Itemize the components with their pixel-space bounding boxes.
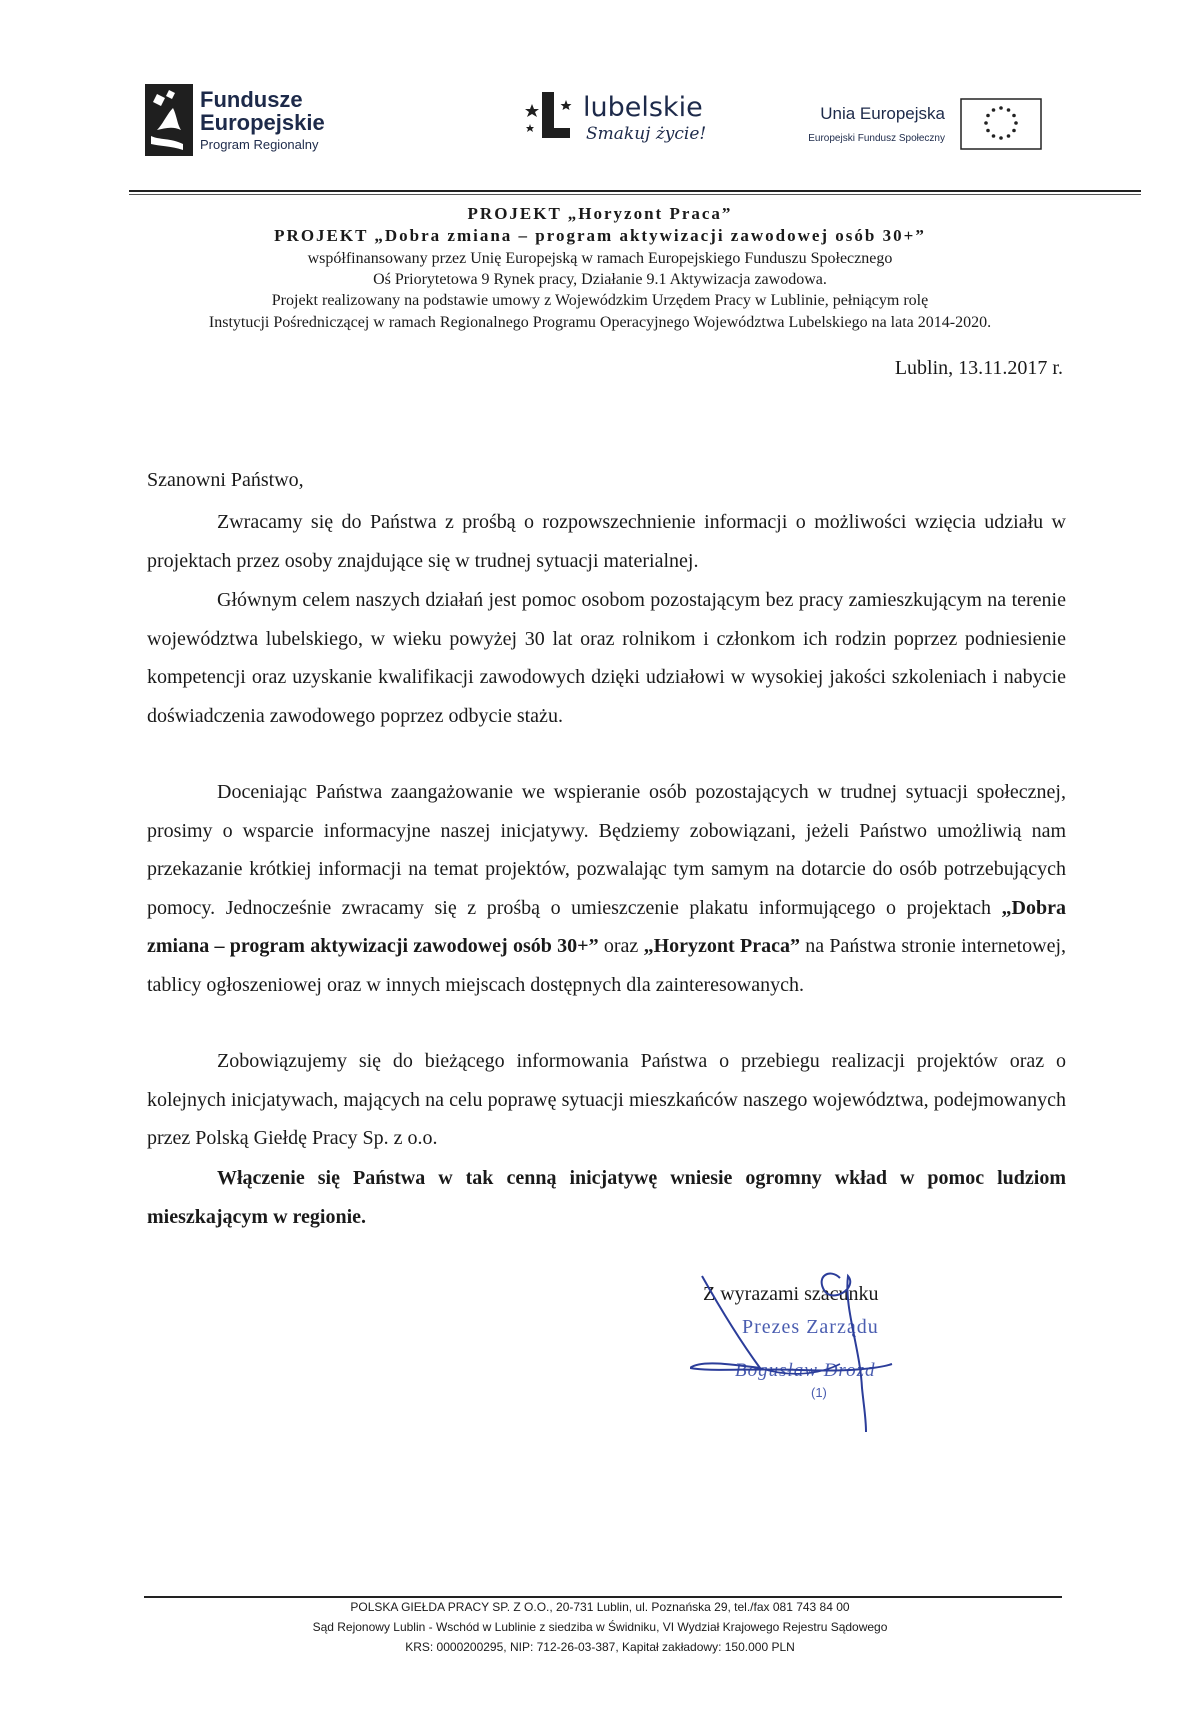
footer-company: POLSKA GIEŁDA PRACY SP. Z O.O., 20-731 Lublin, ul. Poznańska 29, tel./fax 081 743 84 00 bbox=[350, 1600, 850, 1614]
header-divider-thin bbox=[129, 194, 1141, 195]
handwritten-signature-icon bbox=[690, 1268, 930, 1438]
header-divider bbox=[129, 190, 1141, 192]
fundusze-logo-title: Fundusze Europejskie bbox=[200, 87, 325, 135]
paragraph-5-bold: Włączenie się Państwa w tak cenną inicjatywę wniesie ogromny wkład w pomoc ludziom mieszkającym w regionie. bbox=[147, 1167, 1066, 1228]
fundusze-europejskie-logo-icon bbox=[143, 84, 195, 158]
paragraph-3-text-e: na Państwa stronie internetowej, tablicy ogłoszeniowej oraz w innych miejscach dostępnych dla zainteresowanych. bbox=[147, 935, 1067, 996]
project-title-1: PROJEKT „Horyzont Praca” bbox=[467, 204, 733, 223]
lubelskie-logo-tagline: Smakuj życie! bbox=[586, 124, 707, 144]
project-title-2: PROJEKT „Dobra zmiana – program aktywizacji zawodowej osób 30+” bbox=[274, 226, 926, 245]
lubelskie-logo-name: lubelskie bbox=[583, 92, 703, 123]
header-priority-axis: Oś Priorytetowa 9 Rynek pracy, Działanie 9.1 Aktywizacja zawodowa. bbox=[373, 271, 827, 288]
stamp-title: Prezes Zarządu bbox=[742, 1316, 879, 1338]
footer-court: Sąd Rejonowy Lublin - Wschód w Lublinie z siedziba w Świdniku, VI Wydział Krajowego Rejestru Sądowego bbox=[312, 1620, 888, 1634]
header-agreement: Projekt realizowany na podstawie umowy z Wojewódzkim Urzędem Pracy w Lublinie, pełniącym rolę bbox=[271, 292, 929, 309]
stamp-mark: (1) bbox=[811, 1385, 827, 1400]
stamp-name: Bogusław Drozd bbox=[735, 1360, 876, 1381]
letter-date: Lublin, 13.11.2017 r. bbox=[894, 357, 1063, 379]
paragraph-3-text-c: oraz bbox=[603, 935, 639, 957]
paragraph-4: Zobowiązujemy się do bieżącego informowania Państwa o przebiegu realizacji projektów oraz o kolejnych inicjatywach, mających na celu poprawę sytuacji mieszkańców naszego województwa, podejmowanych przez Polską Giełdę Pracy Sp. z o.o. bbox=[147, 1050, 1066, 1149]
closing-phrase: Z wyrazami szacunku bbox=[703, 1283, 879, 1305]
paragraph-1: Zwracamy się do Państwa z prośbą o rozpowszechnienie informacji o możliwości wzięcia udziału w projektach przez osoby znajdujące się w trudnej sytuacji materialnej. bbox=[147, 511, 1066, 572]
eu-flag-icon bbox=[960, 98, 1042, 150]
project-name-dobra-zmiana: „Dobra zmiana – program aktywizacji zawodowej osób 30+” bbox=[147, 896, 1066, 957]
salutation: Szanowni Państwo, bbox=[147, 469, 304, 491]
paragraph-5 bbox=[147, 1159, 1066, 1236]
fundusze-logo-subtitle: Program Regionalny bbox=[200, 137, 319, 152]
header-institution: Instytucji Pośredniczącej w ramach Regionalnego Programu Operacyjnego Województwa Lubelskiego na lata 2014-2020. bbox=[208, 314, 992, 331]
footer-divider bbox=[144, 1596, 1062, 1598]
paragraph-3 bbox=[147, 773, 1066, 1004]
ue-logo-subtitle: Europejski Fundusz Społeczny bbox=[808, 133, 945, 144]
footer-registry: KRS: 0000200295, NIP: 712-26-03-387, Kapitał zakładowy: 150.000 PLN bbox=[405, 1640, 795, 1654]
header-cofinanced: współfinansowany przez Unię Europejską w ramach Europejskiego Funduszu Społecznego bbox=[307, 250, 893, 267]
paragraph-3-text-a: Doceniając Państwa zaangażowanie we wspieranie osób pozostających w trudnej sytuacji społecznej, prosimy o wsparcie informacyjne naszej inicjatywy. Będziemy zobowiązani, jeżeli Państwo umożliwią nam przekazanie krótkiej informacji na temat projektów, pozwalając tym samym na dotarcie do osób potrzebujących pomocy. Jednocześnie zwracamy się z prośbą o umieszczenie plakatu informującego o projektach bbox=[147, 781, 1066, 919]
paragraph-2: Głównym celem naszych działań jest pomoc osobom pozostającym bez pracy zamieszkującym na terenie województwa lubelskiego, w wieku powyżej 30 lat oraz rolnikom i członkom ich rodzin poprzez podniesienie kompetencji oraz uzyskanie kwalifikacji zawodowych dzięki udziałowi w wysokiej jakości szkoleniach i nabycie doświadczenia zawodowego poprzez odbycie stażu. bbox=[147, 589, 1066, 727]
ue-logo-name: Unia Europejska bbox=[820, 104, 945, 123]
lubelskie-logo-icon bbox=[522, 88, 580, 144]
project-name-horyzont-praca: „Horyzont Praca” bbox=[643, 935, 800, 957]
